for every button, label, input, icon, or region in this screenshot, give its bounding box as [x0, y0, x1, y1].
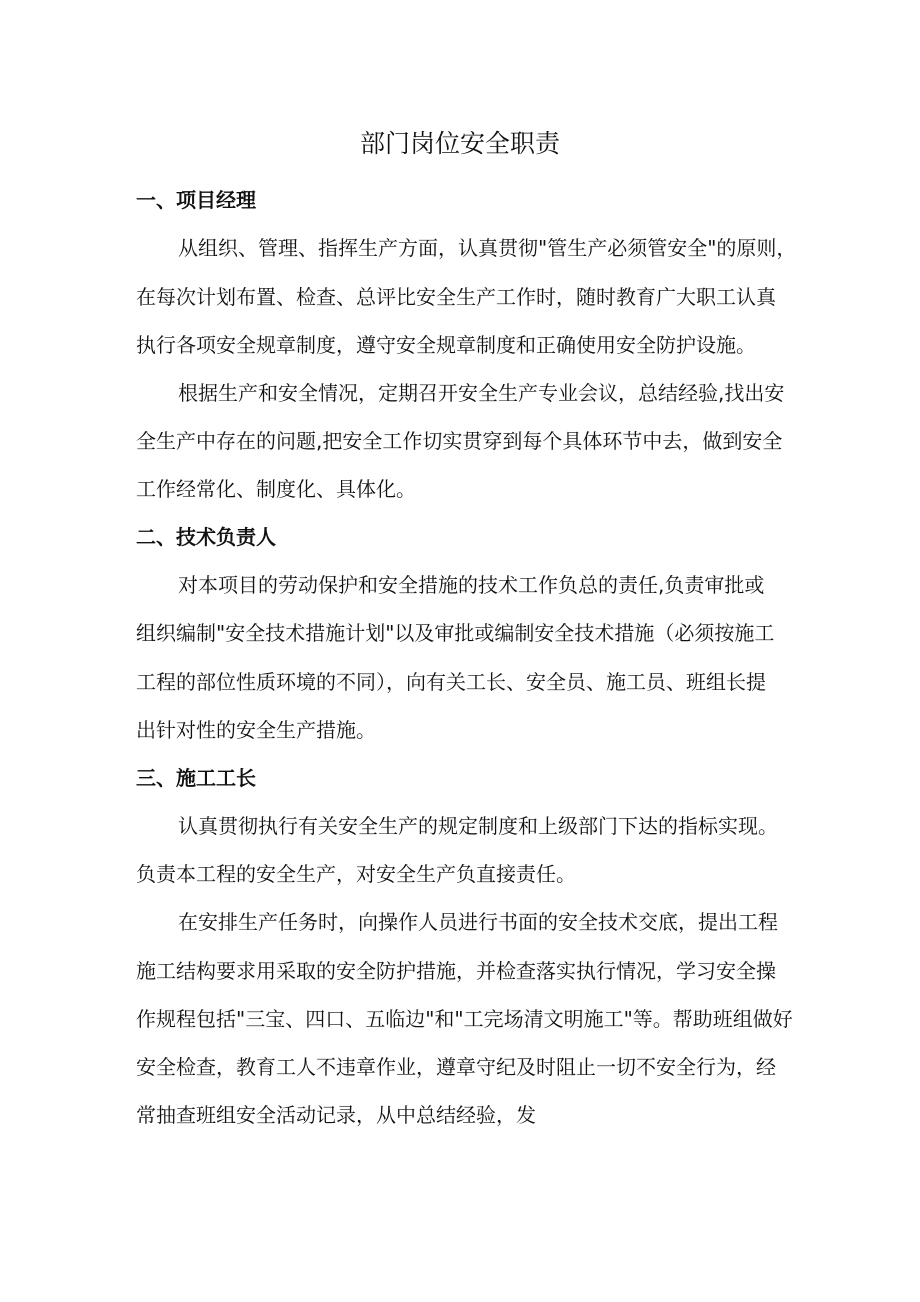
section-heading-project-manager: 一、项目经理: [136, 188, 256, 212]
paragraph-line: 对本项目的劳动保护和安全措施的技术工作负总的责任,负责审批或: [178, 573, 765, 597]
section-heading-site-foreman: 三、施工工长: [136, 766, 256, 790]
paragraph-line: 在安排生产任务时，向操作人员进行书面的安全技术交底，提出工程: [178, 910, 778, 934]
section-heading-technical-lead: 二、技术负责人: [136, 525, 276, 549]
paragraph-line: 出针对性的安全生产措施。: [136, 718, 376, 742]
page-title: 部门岗位安全职责: [359, 129, 560, 158]
paragraph-line: 根据生产和安全情况，定期召开安全生产专业会议，总结经验,找出安: [178, 381, 785, 405]
paragraph-line: 组织编制"安全技术措施计划"以及审批或编制安全技术措施（必须按施工: [136, 621, 775, 645]
paragraph-line: 全生产中存在的问题,把安全工作切实贯穿到每个具体环节中去，做到安全: [136, 429, 783, 453]
paragraph-line: 安全检查，教育工人不违章作业，遵章守纪及时阻止一切不安全行为，经: [136, 1055, 776, 1079]
paragraph-line: 在每次计划布置、检查、总评比安全生产工作时，随时教育广大职工认真: [136, 285, 776, 309]
paragraph-line: 负责本工程的安全生产，对安全生产负直接责任。: [136, 862, 576, 886]
paragraph-line: 施工结构要求用采取的安全防护措施，并检查落实执行情况，学习安全操: [136, 959, 776, 983]
paragraph-line: 工程的部位性质环境的不同），向有关工长、安全员、施工员、班组长提: [136, 670, 766, 694]
paragraph-line: 执行各项安全规章制度，遵守安全规章制度和正确使用安全防护设施。: [136, 333, 756, 357]
paragraph-line: 常抽查班组安全活动记录，从中总结经验，发: [136, 1103, 536, 1127]
paragraph-line: 作规程包括"三宝、四口、五临边"和"工完场清文明施工"等。帮助班组做好: [136, 1007, 793, 1031]
paragraph-line: 认真贯彻执行有关安全生产的规定制度和上级部门下达的指标实现。: [178, 814, 778, 838]
paragraph-line: 工作经常化、制度化、具体化。: [136, 477, 416, 501]
paragraph-line: 从组织、管理、指挥生产方面，认真贯彻"管生产必须管安全"的原则，: [178, 236, 797, 260]
